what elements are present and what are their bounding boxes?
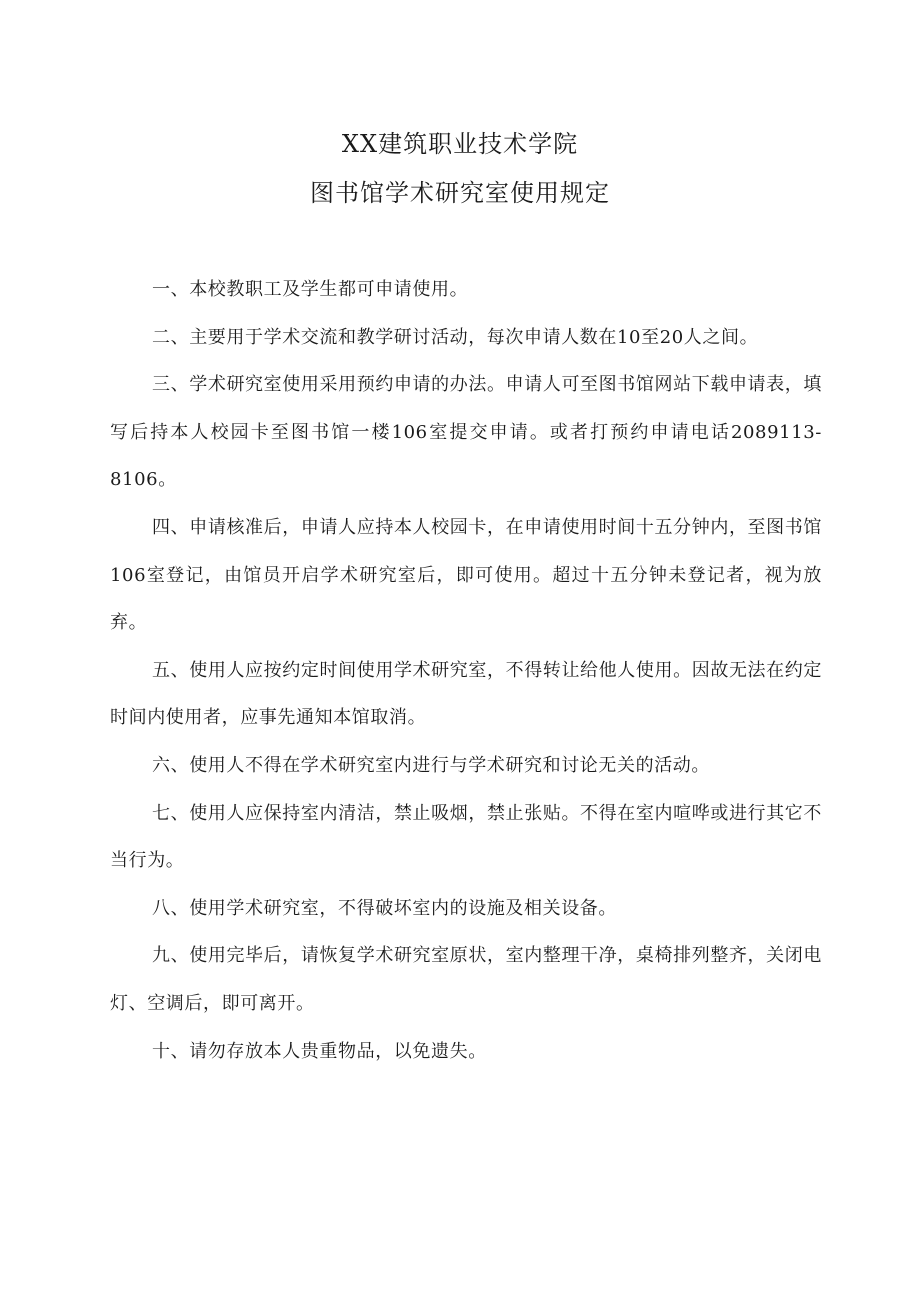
rule-paragraph-7: 七、使用人应保持室内清洁，禁止吸烟，禁止张贴。不得在室内喧哗或进行其它不当行为。 bbox=[110, 802, 822, 872]
rule-paragraph-9: 九、使用完毕后，请恢复学术研究室原状，室内整理干净，桌椅排列整齐，关闭电灯、空调后，即可离开。 bbox=[110, 945, 822, 1014]
rule-paragraph-3: 三、学术研究室使用采用预约申请的办法。申请人可至图书馆网站下载申请表，填写后持本人校园卡至图书馆一楼106室提交申请。或者打预约申请电话2089113-8106。 bbox=[110, 374, 822, 491]
rule-paragraph-6: 六、使用人不得在学术研究室内进行与学术研究和讨论无关的活动。 bbox=[152, 754, 710, 776]
document-title: XX建筑职业技术学院 bbox=[341, 130, 579, 158]
rule-paragraph-4: 四、申请核准后，申请人应持本人校园卡，在申请使用时间十五分钟内，至图书馆106室登记，由馆员开启学术研究室后，即可使用。超过十五分钟未登记者，视为放弃。 bbox=[110, 516, 822, 634]
document-subtitle: 图书馆学术研究室使用规定 bbox=[310, 179, 610, 207]
rule-paragraph-5: 五、使用人应按约定时间使用学术研究室，不得转让给他人使用。因故无法在约定时间内使用者，应事先通知本馆取消。 bbox=[110, 659, 822, 729]
rule-paragraph-2: 二、主要用于学术交流和教学研讨活动，每次申请人数在10至20人之间。 bbox=[152, 326, 759, 348]
rule-paragraph-1: 一、本校教职工及学生都可申请使用。 bbox=[152, 279, 469, 300]
rule-paragraph-8: 八、使用学术研究室，不得破坏室内的设施及相关设备。 bbox=[152, 897, 617, 919]
document-body bbox=[110, 266, 822, 1075]
rule-paragraph-10: 十、请勿存放本人贵重物品，以免遗失。 bbox=[152, 1040, 487, 1062]
